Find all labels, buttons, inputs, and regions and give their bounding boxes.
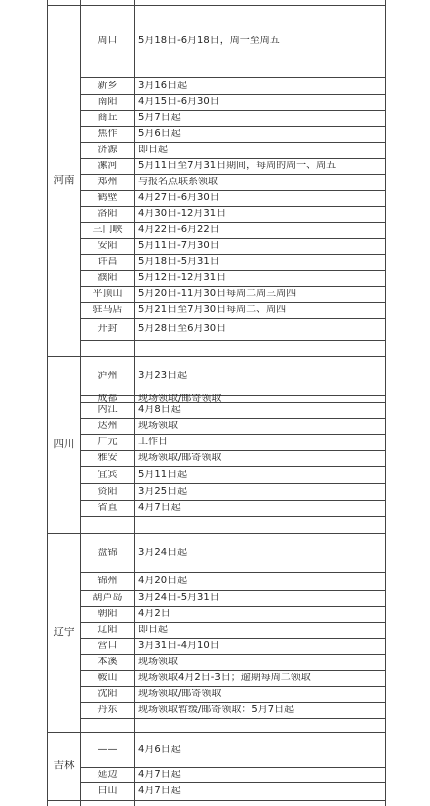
collection-date: 5月21日至7月30日每周二、周四 bbox=[138, 305, 287, 315]
table-rule bbox=[47, 533, 385, 534]
city-name: 济源 bbox=[97, 145, 118, 155]
province-name: 四川 bbox=[53, 438, 75, 449]
city-name: 广元 bbox=[97, 437, 118, 447]
collection-date: 5月11日起 bbox=[138, 469, 188, 480]
collection-date: 5月28日至6月30日 bbox=[138, 324, 227, 334]
collection-date: 现场领取4月2日-3日；逾期每周二领取 bbox=[138, 673, 311, 683]
city-name: 成都 bbox=[97, 393, 118, 404]
city-name: 葫芦岛 bbox=[92, 593, 123, 603]
province-name: 辽宁 bbox=[53, 626, 75, 637]
table-rule bbox=[80, 238, 385, 239]
table-rule bbox=[80, 782, 385, 783]
city-name: 许昌 bbox=[97, 257, 118, 267]
city-name: 漯河 bbox=[97, 161, 118, 171]
table-rule bbox=[80, 126, 385, 127]
city-name: 本溪 bbox=[97, 657, 118, 667]
collection-date: 5月18日-6月18日，周一至周五 bbox=[138, 36, 280, 46]
table-rule bbox=[80, 450, 385, 451]
table-rule bbox=[80, 606, 385, 607]
city-name: 资阳 bbox=[97, 486, 118, 497]
city-name: 丹东 bbox=[97, 705, 118, 715]
collection-date: 4月2日 bbox=[138, 609, 171, 619]
collection-date: 即日起 bbox=[138, 145, 168, 155]
table-rule bbox=[80, 94, 385, 95]
table-rule bbox=[80, 483, 385, 484]
collection-date: 现场领取/邮寄领取 bbox=[138, 393, 222, 404]
collection-date: 即日起 bbox=[138, 625, 168, 635]
city-name: 安阳 bbox=[97, 241, 118, 251]
city-name: 商丘 bbox=[97, 113, 118, 123]
city-name: 盘锦 bbox=[97, 547, 118, 558]
table-rule bbox=[80, 158, 385, 159]
city-name: 泸州 bbox=[97, 370, 118, 381]
table-rule bbox=[80, 572, 385, 573]
collection-date: 5月6日起 bbox=[138, 129, 181, 139]
table-rule bbox=[80, 767, 385, 768]
table-rule bbox=[80, 418, 385, 419]
collection-date: 现场领取 bbox=[138, 657, 178, 667]
city-name: —— bbox=[97, 744, 118, 755]
city-name: 周口 bbox=[97, 36, 118, 46]
collection-date: 5月11日-7月30日 bbox=[138, 241, 220, 251]
city-name: 省直 bbox=[97, 503, 118, 513]
table-rule bbox=[80, 302, 385, 303]
city-name: 开封 bbox=[97, 324, 118, 334]
table-rule bbox=[80, 77, 385, 78]
table-rule bbox=[80, 190, 385, 191]
collection-date: 现场领取/邮寄领取 bbox=[138, 689, 222, 699]
collection-date: 工作日 bbox=[138, 437, 168, 447]
table-rule bbox=[80, 174, 385, 175]
table-rule bbox=[80, 318, 385, 319]
city-name: 驻马店 bbox=[92, 305, 123, 315]
table-rule bbox=[80, 590, 385, 591]
city-name: 白山 bbox=[97, 786, 118, 796]
city-name: 三门峡 bbox=[92, 225, 123, 235]
collection-date: 4月8日起 bbox=[138, 405, 181, 415]
table-rule bbox=[80, 516, 385, 517]
table-rule bbox=[80, 270, 385, 271]
table-rule bbox=[80, 686, 385, 687]
table-rule bbox=[80, 340, 385, 341]
collection-date: 5月12日-12月31日 bbox=[138, 273, 227, 283]
table-rule bbox=[80, 110, 385, 111]
city-name: 内江 bbox=[97, 405, 118, 415]
table-rule bbox=[47, 732, 385, 733]
table-rule bbox=[80, 670, 385, 671]
table-rule bbox=[80, 654, 385, 655]
table-rule bbox=[80, 222, 385, 223]
table-rule bbox=[47, 0, 48, 806]
table-rule bbox=[47, 800, 385, 801]
city-name: 焦作 bbox=[97, 129, 118, 139]
table-rule bbox=[80, 622, 385, 623]
city-name: 锦州 bbox=[97, 576, 118, 586]
city-name: 辽阳 bbox=[97, 625, 118, 635]
city-name: 鞍山 bbox=[97, 673, 118, 683]
collection-date: 5月11日至7月31日期间，每周的周一、周五 bbox=[138, 161, 337, 171]
collection-date: 3月24日起 bbox=[138, 547, 188, 558]
collection-date: 3月24日-5月31日 bbox=[138, 593, 220, 603]
collection-date: 现场领取暂缓/邮寄领取：5月7日起 bbox=[138, 705, 295, 715]
collection-date: 现场领取 bbox=[138, 421, 178, 431]
collection-date: 4月6日起 bbox=[138, 744, 181, 755]
city-name: 郑州 bbox=[97, 177, 118, 187]
city-name: 沈阳 bbox=[97, 689, 118, 699]
collection-date: 3月31日-4月10日 bbox=[138, 641, 220, 651]
city-name: 平顶山 bbox=[92, 289, 123, 299]
collection-date: 3月23日起 bbox=[138, 370, 188, 381]
collection-date: 4月20日起 bbox=[138, 576, 188, 586]
table-rule bbox=[80, 142, 385, 143]
table-rule bbox=[47, 356, 385, 357]
city-name: 雅安 bbox=[97, 453, 118, 463]
table-rule bbox=[80, 434, 385, 435]
city-name: 新乡 bbox=[97, 80, 118, 91]
collection-date: 3月25日起 bbox=[138, 486, 188, 497]
collection-date: 4月27日-6月30日 bbox=[138, 193, 220, 203]
city-name: 达州 bbox=[97, 421, 118, 431]
city-name: 南阳 bbox=[97, 97, 118, 107]
collection-date: 4月22日-6月22日 bbox=[138, 225, 220, 235]
collection-date: 4月7日起 bbox=[138, 786, 181, 796]
city-name: 营口 bbox=[97, 641, 118, 651]
table-rule bbox=[80, 466, 385, 467]
table-rule bbox=[80, 702, 385, 703]
collection-date: 现场领取/邮寄领取 bbox=[138, 453, 222, 463]
city-name: 洛阳 bbox=[97, 209, 118, 219]
table-rule bbox=[80, 638, 385, 639]
collection-date: 4月15日-6月30日 bbox=[138, 97, 220, 107]
collection-date: 3月16日起 bbox=[138, 80, 188, 91]
city-name: 濮阳 bbox=[97, 273, 118, 283]
city-name: 鹤壁 bbox=[97, 193, 118, 203]
province-name: 河南 bbox=[53, 174, 75, 185]
collection-date: 4月30日-12月31日 bbox=[138, 209, 227, 219]
collection-date: 5月20日-11月30日每周二周三周四 bbox=[138, 289, 297, 299]
collection-date: 5月18日-5月31日 bbox=[138, 257, 220, 267]
table-rule bbox=[80, 500, 385, 501]
collection-date: 4月7日起 bbox=[138, 503, 181, 513]
table-rule bbox=[385, 0, 386, 806]
table-rule bbox=[80, 286, 385, 287]
city-name: 宜宾 bbox=[97, 469, 118, 480]
city-name: 朝阳 bbox=[97, 609, 118, 619]
table-rule bbox=[80, 206, 385, 207]
table-rule bbox=[80, 254, 385, 255]
collection-date: 与报名点联系领取 bbox=[138, 177, 218, 187]
table-rule bbox=[47, 5, 385, 6]
city-name: 延边 bbox=[97, 769, 118, 780]
collection-date: 5月7日起 bbox=[138, 113, 181, 123]
table-rule bbox=[80, 718, 385, 719]
province-name: 吉林 bbox=[53, 760, 75, 771]
collection-date: 4月7日起 bbox=[138, 769, 181, 780]
